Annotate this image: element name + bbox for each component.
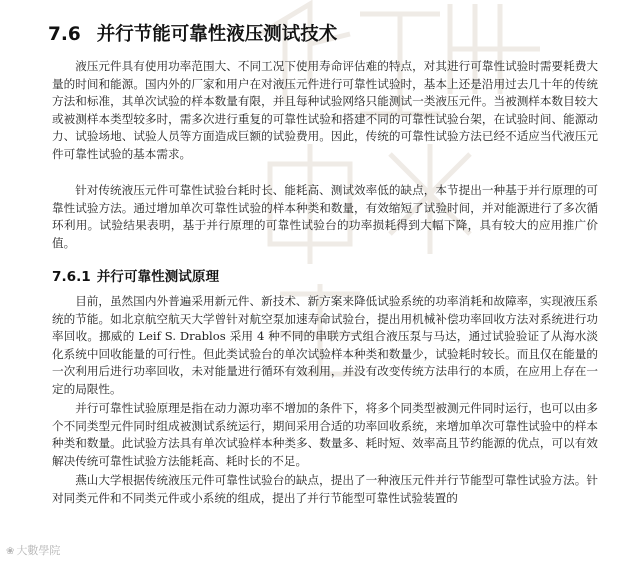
principle-paragraph-3: 燕山大学根据传统液压元件可靠性试验台的缺点，提出了一种液压元件并行节能型可靠性试验方法。针对同类元件和不同类元件或小系统的组成，提出了并行节能型可靠性试验装置的 xyxy=(52,473,598,505)
section-title: 并行节能可靠性液压测试技术 xyxy=(96,24,338,45)
intro-paragraph-2: 针对传统液压元件可靠性试验台耗时长、能耗高、测试效率低的缺点，本节提出一种基于并行原理的可靠性试验方法。通过增加单次可靠性试验的样本种类和数量，有效缩短了试验时间，并对能源进行了多次循环利用。试验结果表明，基于并行原理的可靠性试验台的功率损耗得到大幅下降，具有较大的应用推广价值。 xyxy=(52,183,598,250)
paw-print-icon: ❀ xyxy=(6,546,15,557)
section-heading xyxy=(48,20,337,46)
principle-paragraph-1: 目前，虽然国内外普遍采用新元件、新技术、新方案来降低试验系统的功率消耗和故障率，实现液压系统的节能。如北京航空航天大学曾针对航空泵加速寿命试验台，提出用机械补偿功率回收方法对系统进行功率回收。挪威的 Leif S. Drablos 采用 4 种不同的串联方式组合液压泵与马达，通过试验验证了从海水淡化系统中回收能量的可行性。但此类试验台的单次试验样本种类和数量少，试验耗时较长。而且仅在能量的一次利用后进行功率回收，未对能量进行循环有效利用，并没有改变传统方法串行的本质，在应用上存在一定的局限性。 xyxy=(52,294,598,396)
subsection-heading xyxy=(52,265,219,285)
section-number: 7.6 xyxy=(48,24,81,45)
subsection-number: 7.6.1 xyxy=(52,269,91,285)
intro-paragraph-1: 液压元件具有使用功率范围大、不同工况下使用寿命评估难的特点，对其进行可靠性试验时需要耗费大量的时间和能源。国内外的厂家和用户在对液压元件进行可靠性试验时，基本上还是沿用过去几十年的传统方法和标准，其单次试验的样本数量有限，并且每种试验网络只能测试一类液压元件。当被测样本数目较大或被测样本类型较多时，需多次进行重复的可靠性试验和搭建不同的可靠性试验台架，在试验时间、能源动力、试验场地、试验人员等方面造成巨额的试验费用。因此，传统的可靠性试验方法已经不适应当代液压元件可靠性试验的基本需求。 xyxy=(52,59,598,161)
site-watermark xyxy=(6,542,60,558)
watermark-text: 大數學院 xyxy=(16,544,61,557)
principle-paragraph-2: 并行可靠性试验原理是指在动力源功率不增加的条件下，将多个同类型被测元件同时运行，也可以由多个不同类型元件同时组成被测试系统运行，期间采用合适的功率回收系统，来增加单次可靠性试验中的样本种类和数量。此试验方法具有单次试验样本种类多、数量多、耗时短、效率高且节约能源的优点，可以有效解决传统可靠性试验方法能耗高、耗时长的不足。 xyxy=(52,401,598,468)
subsection-title: 并行可靠性测试原理 xyxy=(96,269,220,285)
